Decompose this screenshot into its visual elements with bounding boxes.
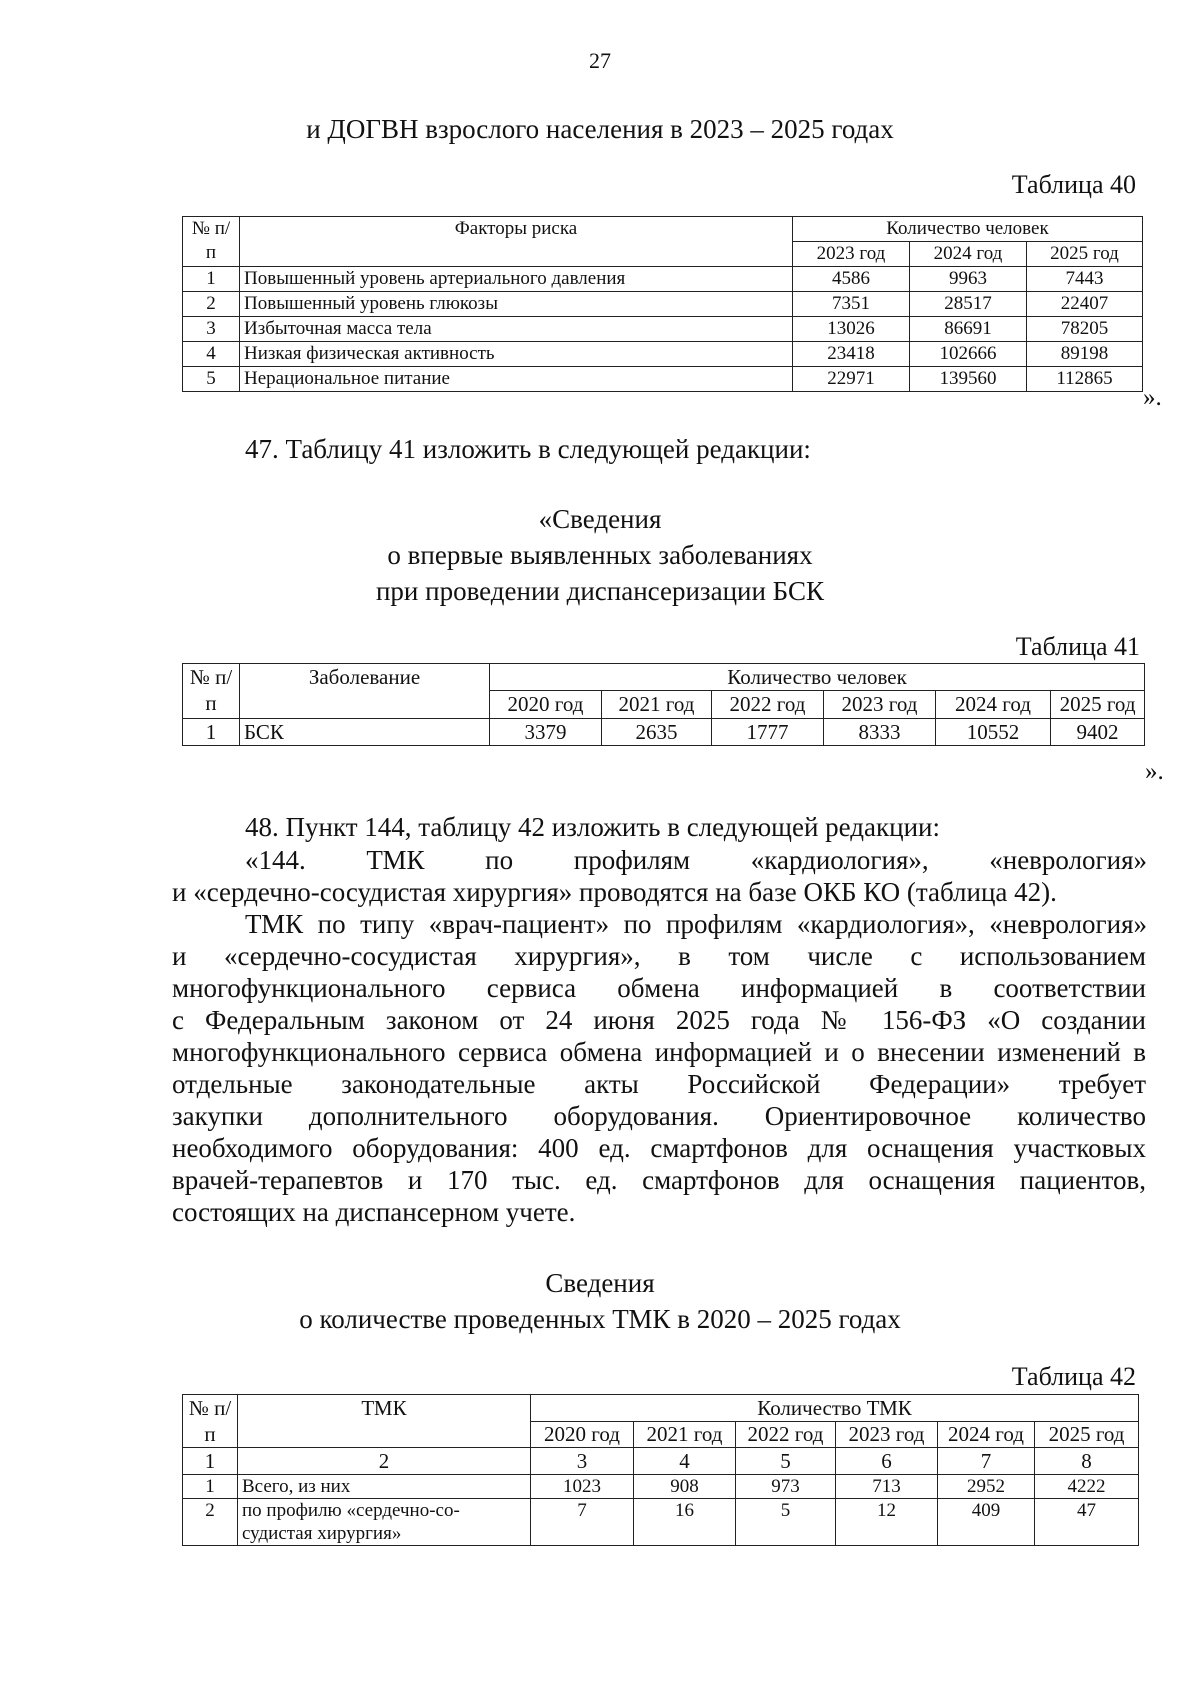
cell-value: 10552 bbox=[936, 719, 1051, 746]
table-42-caption: Таблица 42 bbox=[1011, 1362, 1136, 1391]
column-number-row bbox=[183, 1448, 1139, 1475]
section-heading: и ДОГВН взрослого населения в 2023 – 2025 годах bbox=[306, 114, 894, 144]
table-row bbox=[183, 292, 1143, 317]
col-header-year: 2025 год bbox=[1027, 242, 1143, 267]
table-row bbox=[183, 342, 1143, 367]
svedenia-42-line: о количестве проведенных ТМК в 2020 – 2025 годах bbox=[299, 1304, 901, 1334]
cell-value: 9402 bbox=[1051, 719, 1145, 746]
row-label: Повышенный уровень глюкозы bbox=[240, 292, 793, 317]
row-label: Избыточная масса тела bbox=[240, 317, 793, 342]
col-header-disease: Заболевание bbox=[240, 664, 490, 719]
table-41-close-quote: ». bbox=[1145, 758, 1164, 785]
cell-value: 908 bbox=[634, 1475, 736, 1499]
column-number: 1 bbox=[183, 1448, 238, 1475]
row-label-line: по профилю «сердечно-со- bbox=[242, 1500, 460, 1521]
column-number: 8 bbox=[1035, 1448, 1139, 1475]
item-47: 47. Таблицу 41 изложить в следующей редакции: bbox=[245, 434, 811, 464]
table-row bbox=[183, 1475, 1139, 1499]
column-number: 7 bbox=[938, 1448, 1035, 1475]
paragraph-line: отдельные законодательные акты Российской Федерации» требует bbox=[172, 1069, 1146, 1099]
col-header-year: 2020 год bbox=[490, 691, 602, 719]
cell-value: 973 bbox=[736, 1475, 836, 1499]
col-header-group: Количество человек bbox=[793, 217, 1143, 242]
row-number: 5 bbox=[183, 367, 240, 392]
col-header-year: 2022 год bbox=[712, 691, 824, 719]
col-header-year: 2024 год bbox=[936, 691, 1051, 719]
cell-value: 7351 bbox=[793, 292, 910, 317]
row-label-line: судистая хирургия» bbox=[242, 1523, 402, 1544]
table-41 bbox=[182, 663, 1145, 746]
cell-value: 3379 bbox=[490, 719, 602, 746]
row-label: Всего, из них bbox=[238, 1475, 531, 1499]
table-40-close-quote: ». bbox=[1143, 384, 1162, 411]
row-number: 1 bbox=[183, 719, 240, 746]
cell-value: 2952 bbox=[938, 1475, 1035, 1499]
paragraph-144-line: «144. ТМК по профилям «кардиология», «неврология» bbox=[245, 845, 1147, 875]
col-header-year: 2020 год bbox=[531, 1422, 634, 1448]
svedenia-42-line: Сведения bbox=[545, 1268, 655, 1298]
paragraph-line: врачей-терапевтов и 170 тыс. ед. смартфонов для оснащения пациентов, bbox=[172, 1165, 1146, 1195]
cell-value: 7443 bbox=[1027, 267, 1143, 292]
col-header-num: № п/п bbox=[183, 664, 240, 719]
paragraph-line: с Федеральным законом от 24 июня 2025 года № 156-ФЗ «О создании bbox=[172, 1005, 1146, 1035]
col-header-year: 2024 год bbox=[938, 1422, 1035, 1448]
table-row bbox=[183, 267, 1143, 292]
paragraph-line: необходимого оборудования: 400 ед. смартфонов для оснащения участковых bbox=[172, 1133, 1146, 1163]
col-header-year: 2025 год bbox=[1051, 691, 1145, 719]
paragraph-line: многофункционального сервиса обмена информацией в соответствии bbox=[172, 973, 1146, 1003]
row-label: Нерациональное питание bbox=[240, 367, 793, 392]
col-header-year: 2021 год bbox=[602, 691, 712, 719]
col-header-num: № п/п bbox=[183, 217, 240, 267]
table-40-caption: Таблица 40 bbox=[1011, 170, 1136, 199]
col-header-num: № п/п bbox=[183, 1395, 238, 1448]
col-header-year: 2024 год bbox=[910, 242, 1027, 267]
col-header-factor: Факторы риска bbox=[240, 217, 793, 267]
page-number: 27 bbox=[589, 48, 611, 73]
paragraph-144-line: и «сердечно-сосудистая хирургия» проводятся на базе ОКБ КО (таблица 42). bbox=[172, 877, 1057, 907]
cell-value: 9963 bbox=[910, 267, 1027, 292]
column-number: 6 bbox=[836, 1448, 938, 1475]
svedenia-41-line: при проведении диспансеризации БСК bbox=[375, 576, 825, 606]
paragraph-line: и «сердечно-сосудистая хирургия», в том числе с использованием bbox=[172, 941, 1146, 971]
row-number: 3 bbox=[183, 317, 240, 342]
col-header-year: 2023 год bbox=[824, 691, 936, 719]
paragraph-line: ТМК по типу «врач-пациент» по профилям «кардиология», «неврология» bbox=[245, 909, 1147, 939]
cell-value: 89198 bbox=[1027, 342, 1143, 367]
row-number: 1 bbox=[183, 267, 240, 292]
cell-value: 86691 bbox=[910, 317, 1027, 342]
col-header-group: Количество человек bbox=[490, 664, 1145, 691]
table-42 bbox=[182, 1394, 1139, 1546]
table-41-caption: Таблица 41 bbox=[1015, 632, 1140, 661]
cell-value: 22407 bbox=[1027, 292, 1143, 317]
paragraph-line: состоящих на диспансерном учете. bbox=[172, 1197, 576, 1227]
col-header-year: 2021 год bbox=[634, 1422, 736, 1448]
cell-value: 112865 bbox=[1027, 367, 1143, 392]
cell-value: 1777 bbox=[712, 719, 824, 746]
row-number: 2 bbox=[183, 292, 240, 317]
cell-value: 4222 bbox=[1035, 1475, 1139, 1499]
cell-value: 13026 bbox=[793, 317, 910, 342]
column-number: 5 bbox=[736, 1448, 836, 1475]
cell-value: 1023 bbox=[531, 1475, 634, 1499]
cell-value: 139560 bbox=[910, 367, 1027, 392]
col-header-tmk: ТМК bbox=[238, 1395, 531, 1448]
col-header-group: Количество ТМК bbox=[531, 1395, 1139, 1422]
cell-value: 713 bbox=[836, 1475, 938, 1499]
column-number: 4 bbox=[634, 1448, 736, 1475]
cell-value: 28517 bbox=[910, 292, 1027, 317]
paragraph-line: многофункционального сервиса обмена информацией и о внесении изменений в bbox=[172, 1037, 1146, 1067]
row-label bbox=[238, 1499, 531, 1546]
row-label: Повышенный уровень артериального давления bbox=[240, 267, 793, 292]
cell-value: 5 bbox=[736, 1499, 836, 1546]
col-header-year: 2023 год bbox=[793, 242, 910, 267]
column-number: 3 bbox=[531, 1448, 634, 1475]
cell-value: 12 bbox=[836, 1499, 938, 1546]
col-header-year: 2023 год bbox=[836, 1422, 938, 1448]
col-header-year: 2022 год bbox=[736, 1422, 836, 1448]
cell-value: 78205 bbox=[1027, 317, 1143, 342]
cell-value: 7 bbox=[531, 1499, 634, 1546]
table-40 bbox=[182, 216, 1143, 392]
cell-value: 4586 bbox=[793, 267, 910, 292]
svedenia-41-line: о впервые выявленных заболеваниях bbox=[387, 540, 813, 570]
col-header-year: 2025 год bbox=[1035, 1422, 1139, 1448]
table-row bbox=[183, 367, 1143, 392]
svedenia-41-line: «Сведения bbox=[538, 504, 662, 534]
row-number: 1 bbox=[183, 1475, 238, 1499]
row-number: 2 bbox=[183, 1499, 238, 1546]
table-row bbox=[183, 317, 1143, 342]
row-label: Низкая физическая активность bbox=[240, 342, 793, 367]
cell-value: 22971 bbox=[793, 367, 910, 392]
cell-value: 102666 bbox=[910, 342, 1027, 367]
cell-value: 47 bbox=[1035, 1499, 1139, 1546]
row-label: БСК bbox=[240, 719, 490, 746]
row-number: 4 bbox=[183, 342, 240, 367]
cell-value: 23418 bbox=[793, 342, 910, 367]
column-number: 2 bbox=[238, 1448, 531, 1475]
cell-value: 16 bbox=[634, 1499, 736, 1546]
cell-value: 409 bbox=[938, 1499, 1035, 1546]
cell-value: 8333 bbox=[824, 719, 936, 746]
item-48: 48. Пункт 144, таблицу 42 изложить в следующей редакции: bbox=[245, 812, 940, 842]
paragraph-line: закупки дополнительного оборудования. Ориентировочное количество bbox=[172, 1101, 1146, 1131]
table-row bbox=[183, 1499, 1139, 1546]
table-row bbox=[183, 719, 1145, 746]
cell-value: 2635 bbox=[602, 719, 712, 746]
